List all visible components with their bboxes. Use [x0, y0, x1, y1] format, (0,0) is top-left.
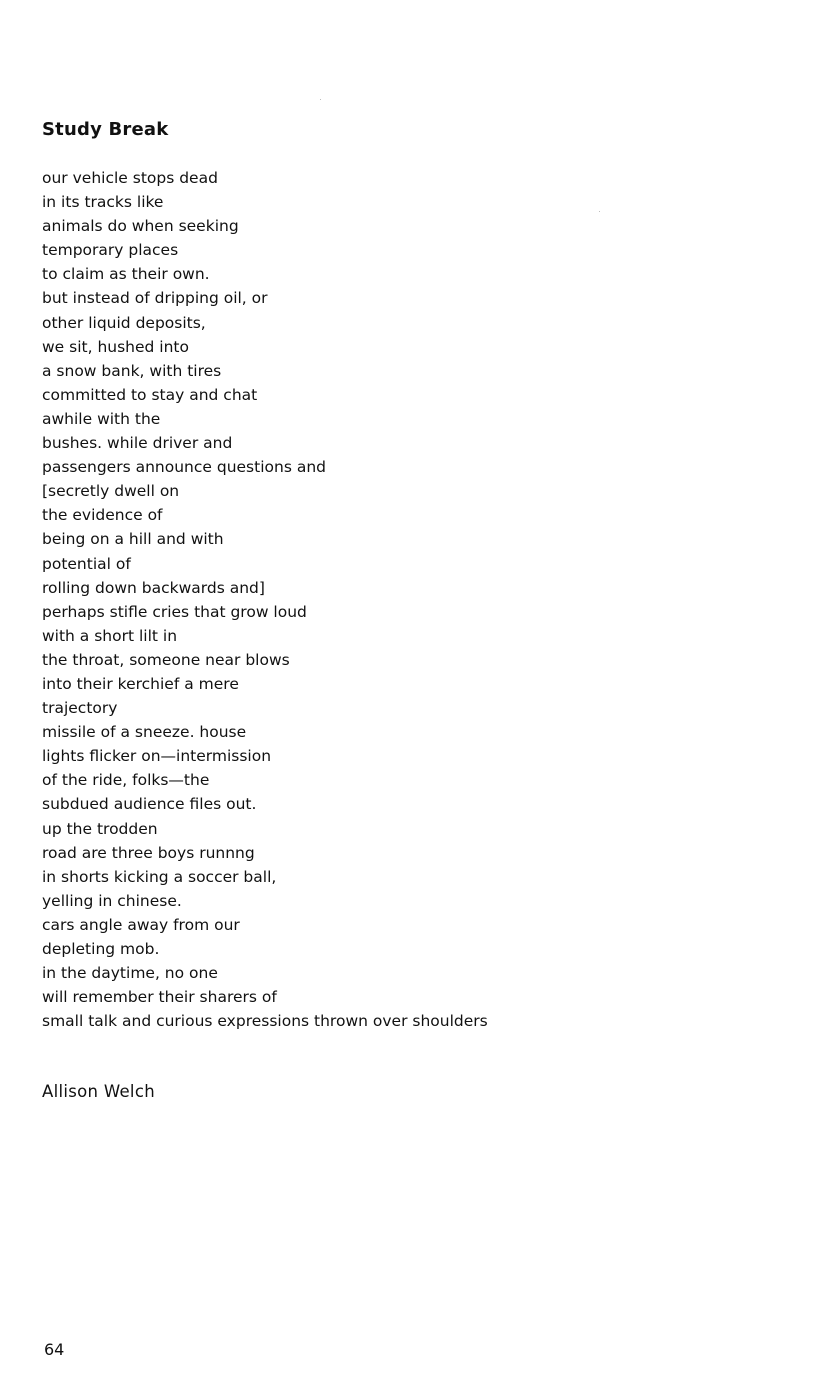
poem-line: animals do when seeking — [42, 217, 239, 236]
poem-line: the throat, someone near blows — [42, 650, 290, 669]
poem-line: other liquid deposits, — [42, 313, 206, 332]
poem-line: bushes. while driver and — [42, 434, 233, 453]
poem-line: the evidence of — [42, 506, 163, 525]
poem-line: subdued audience files out. — [42, 795, 257, 814]
paper-speck — [320, 99, 321, 100]
poem-line: small talk and curious expressions thrown over shoulders — [42, 1012, 488, 1031]
paper-speck — [599, 211, 600, 212]
poem-line: into their kerchief a mere — [42, 674, 239, 693]
poem-line: temporary places — [42, 241, 179, 260]
poem-line: [secretly dwell on — [42, 482, 180, 501]
poem-line: road are three boys runnng — [42, 843, 255, 862]
poem-line: yelling in chinese. — [42, 891, 182, 910]
poem-line: perhaps stifle cries that grow loud — [42, 602, 307, 621]
poem-line: with a short lilt in — [42, 626, 178, 645]
poem-line: to claim as their own. — [42, 265, 210, 284]
poem-author: Allison Welch — [42, 1082, 155, 1101]
poem-line: up the trodden — [42, 819, 158, 838]
poem-line: passengers announce questions and — [42, 458, 326, 477]
poem-line: depleting mob. — [42, 940, 160, 958]
poem-line: we sit, hushed into — [42, 337, 189, 356]
poem-line: committed to stay and chat — [42, 385, 258, 404]
poem-line: awhile with the — [42, 409, 161, 428]
page-number: 64 — [44, 1340, 65, 1359]
poem-line: our vehicle stops dead — [42, 169, 218, 187]
poem-line: in its tracks like — [42, 193, 164, 212]
poem-line: in the daytime, no one — [42, 964, 218, 983]
poem-title: Study Break — [42, 119, 169, 140]
poem-line: missile of a sneeze. house — [42, 723, 247, 742]
poem-line: will remember their sharers of — [42, 988, 277, 1007]
poem-line: being on a hill and with — [42, 530, 224, 549]
poem-line: lights flicker on—intermission — [42, 747, 272, 766]
poem-line: a snow bank, with tires — [42, 361, 222, 380]
poem-body — [42, 166, 488, 1033]
poem-line: trajectory — [42, 699, 118, 718]
poem-line: potential of — [42, 554, 131, 573]
poem-line: but instead of dripping oil, or — [42, 289, 268, 308]
poem-line: cars angle away from our — [42, 915, 240, 934]
poem-line: rolling down backwards and] — [42, 578, 265, 597]
poem-line: of the ride, folks—the — [42, 771, 210, 790]
poem-line: in shorts kicking a soccer ball, — [42, 867, 277, 886]
